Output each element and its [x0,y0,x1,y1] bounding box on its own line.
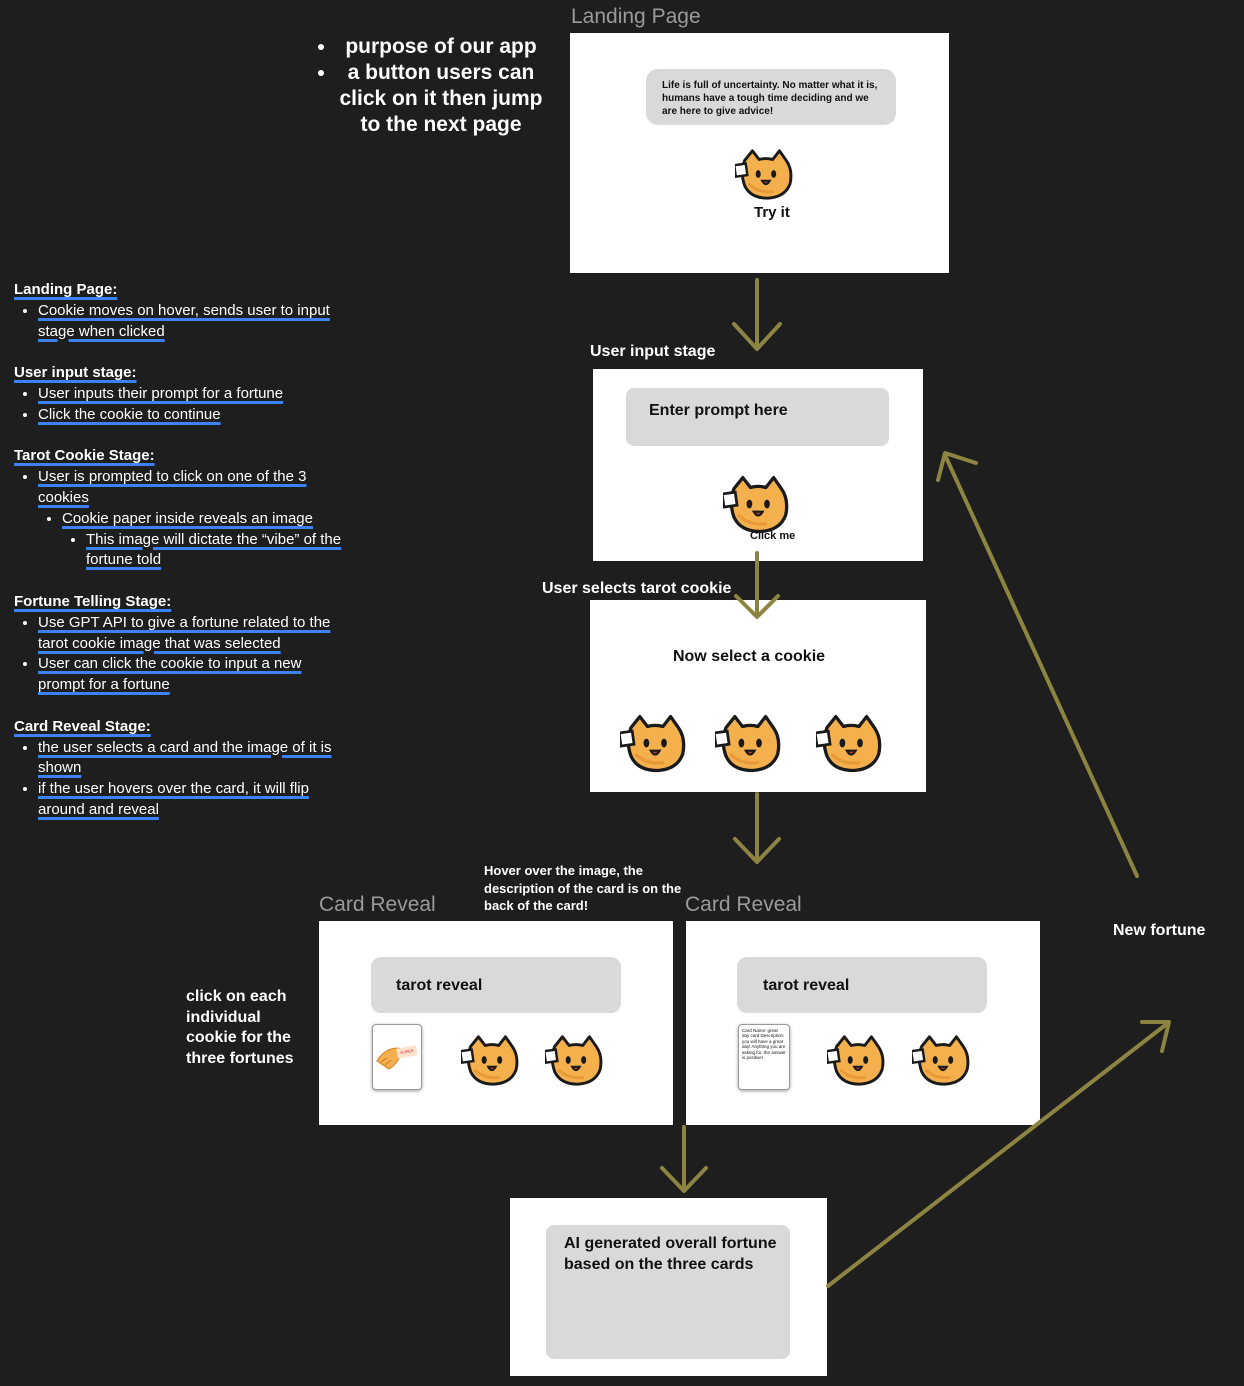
frame-title-landing: Landing Page [571,5,701,28]
notes-subsubitem: • This image will dictate the “vibe” of the fortune told [86,530,344,572]
intro-text: Life is full of uncertainty. No matter what it is, humans have a tough time deciding and we are here to give advice! [662,80,878,117]
notes-item: • User can click the cookie to input a new prompt for a fortune [38,654,344,696]
card-front-stamp: SUPER [399,1047,415,1056]
try-it-button[interactable]: Try it [754,204,790,221]
arrow-down-3 [735,794,779,862]
click-note: click on each individual cookie for the three fortunes [186,988,294,1067]
card-back-text: Card Name: great day card Description: you will have a great day! Anything you are asking for, the answer is positive! [742,1028,786,1061]
notes-item: • Use GPT API to give a fortune related to the tarot cookie image that was selected [38,613,344,655]
purpose-item: • purpose of our app [337,34,545,60]
notes-item: • User inputs their prompt for a fortune [38,384,344,405]
notes-heading-card: Card Reveal Stage: [14,717,151,735]
arrow-down-2 [736,553,778,617]
arrow-new-fortune [828,1022,1169,1286]
arrow-up-return [938,453,1137,876]
fortune-output-text: AI generated overall fortune based on the three cards [564,1235,777,1273]
click-me-label[interactable]: Click me [750,530,796,542]
arrow-down-4 [662,1127,706,1191]
prompt-placeholder: Enter prompt here [649,402,788,419]
new-fortune-label: New fortune [1113,922,1206,939]
notes-item: • Cookie moves on hover, sends user to input stage when clicked [38,301,344,343]
notes-item: • the user selects a card and the image of it is shown [38,738,344,780]
purpose-item: • a button users can click on it then jump to the next page [337,60,545,138]
notes-subitem: Cookie paper inside reveals an image [62,509,313,527]
label-select-stage: User selects tarot cookie [542,580,732,597]
notes-heading-fortune: Fortune Telling Stage: [14,592,172,610]
label-input-stage: User input stage [590,343,716,360]
tarot-reveal-label: tarot reveal [763,977,850,994]
frame-title-reveal-left: Card Reveal [319,893,436,916]
arrow-down-1 [734,280,780,349]
notes-heading-tarot: Tarot Cookie Stage: [14,447,155,465]
hover-note: Hover over the image, the description of the card is on the back of the card! [484,863,682,913]
frame-title-reveal-right: Card Reveal [685,893,802,916]
select-heading: Now select a cookie [672,648,826,665]
tarot-reveal-label: tarot reveal [396,977,483,994]
notes-heading-input: User input stage: [14,364,137,382]
notes-heading-landing: Landing Page: [14,281,118,298]
notes-item: • Click the cookie to continue [38,405,344,426]
notes-item: • if the user hovers over the card, it will flip around and reveal [38,779,344,821]
notes-item: User is prompted to click on one of the 3 cookies [38,468,307,506]
